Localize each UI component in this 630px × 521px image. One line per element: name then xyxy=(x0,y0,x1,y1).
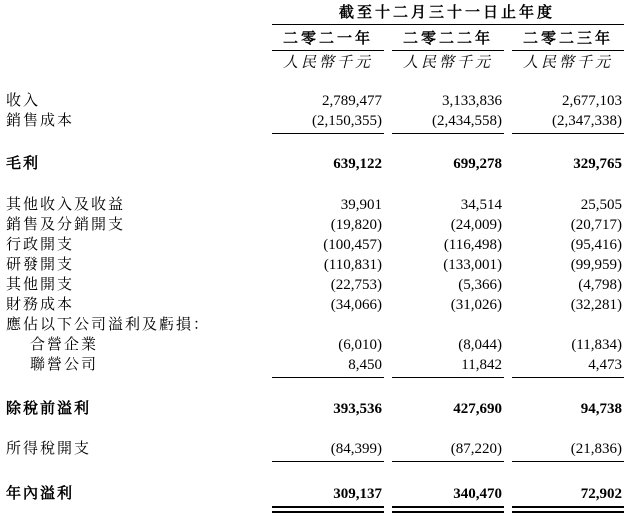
gross-profit-2021: 639,122 xyxy=(333,156,382,172)
subtotal-rule xyxy=(512,377,624,378)
revenue-2022: 3,133,836 xyxy=(442,93,502,109)
other-income-2023: 25,505 xyxy=(580,197,622,213)
profit-for-year-2023: 72,902 xyxy=(580,486,622,502)
total-double-rule xyxy=(272,511,384,513)
associates-2023: 4,473 xyxy=(588,357,622,373)
period-header: 截至十二月三十一日止年度 xyxy=(338,5,555,21)
row-label-income-tax: 所得稅開支 xyxy=(6,441,92,457)
total-double-rule xyxy=(512,506,624,508)
header-rule xyxy=(272,24,624,25)
subtotal-rule xyxy=(392,377,504,378)
administrative-2022: (116,498) xyxy=(443,237,502,253)
cost-of-sales-2023: (2,347,338) xyxy=(552,113,622,129)
subtotal-rule xyxy=(272,461,384,462)
associates-2022: 11,842 xyxy=(461,357,502,373)
subtotal-rule xyxy=(512,461,624,462)
cost-of-sales-2021: (2,150,355) xyxy=(312,113,382,129)
joint-ventures-2023: (11,834) xyxy=(571,337,622,353)
total-double-rule xyxy=(272,506,384,508)
other-expenses-2022: (5,366) xyxy=(458,277,502,293)
selling-distribution-2021: (19,820) xyxy=(330,217,382,233)
subtotal-rule xyxy=(272,133,384,134)
unit-label-2: 人民幣千元 xyxy=(402,55,493,71)
row-label-gross-profit: 毛利 xyxy=(6,156,41,172)
subtotal-rule xyxy=(512,133,624,134)
research-development-2021: (110,831) xyxy=(323,257,382,273)
associates-2021: 8,450 xyxy=(348,357,382,373)
total-double-rule xyxy=(512,511,624,513)
total-double-rule xyxy=(392,506,504,508)
row-label-finance-costs: 財務成本 xyxy=(6,297,75,313)
finance-costs-2023: (32,281) xyxy=(570,297,622,313)
joint-ventures-2022: (8,044) xyxy=(458,337,502,353)
research-development-2022: (133,001) xyxy=(443,257,502,273)
income-tax-2022: (87,220) xyxy=(450,441,502,457)
profit-before-tax-2022: 427,690 xyxy=(453,401,502,417)
row-label-other-expenses: 其他開支 xyxy=(6,277,75,293)
administrative-2023: (95,416) xyxy=(570,237,622,253)
other-expenses-2023: (4,798) xyxy=(578,277,622,293)
subtotal-rule xyxy=(392,133,504,134)
row-label-joint-ventures: 合營企業 xyxy=(30,337,99,353)
cost-of-sales-2022: (2,434,558) xyxy=(432,113,502,129)
total-double-rule xyxy=(392,511,504,513)
row-label-cost-of-sales: 銷售成本 xyxy=(6,113,75,129)
profit-for-year-2021: 309,137 xyxy=(333,486,382,502)
subtotal-rule xyxy=(272,377,384,378)
row-label-revenue: 收入 xyxy=(6,93,41,109)
row-label-selling-distribution: 銷售及分銷開支 xyxy=(6,217,126,233)
other-income-2022: 34,514 xyxy=(460,197,502,213)
other-income-2021: 39,901 xyxy=(340,197,382,213)
joint-ventures-2021: (6,010) xyxy=(338,337,382,353)
income-tax-2023: (21,836) xyxy=(570,441,622,457)
gross-profit-2022: 699,278 xyxy=(453,156,502,172)
year-rule-2 xyxy=(392,50,504,51)
profit-before-tax-2021: 393,536 xyxy=(333,401,382,417)
row-label-associates: 聯營公司 xyxy=(30,357,99,373)
finance-costs-2021: (34,066) xyxy=(330,297,382,313)
revenue-2021: 2,789,477 xyxy=(322,93,382,109)
selling-distribution-2022: (24,009) xyxy=(450,217,502,233)
subtotal-rule xyxy=(392,461,504,462)
unit-label-3: 人民幣千元 xyxy=(522,55,613,71)
row-label-profit-for-year: 年內溢利 xyxy=(6,486,75,502)
row-label-profit-before-tax: 除稅前溢利 xyxy=(6,401,92,417)
row-label-research-development: 研發開支 xyxy=(6,257,75,273)
selling-distribution-2023: (20,717) xyxy=(570,217,622,233)
row-label-administrative: 行政開支 xyxy=(6,237,75,253)
year-header-2022: 二零二二年 xyxy=(402,31,493,47)
gross-profit-2023: 329,765 xyxy=(573,156,622,172)
income-tax-2021: (84,399) xyxy=(330,441,382,457)
year-header-2023: 二零二三年 xyxy=(522,31,613,47)
year-header-2021: 二零二一年 xyxy=(282,31,373,47)
year-rule-1 xyxy=(272,50,384,51)
row-label-other-income: 其他收入及收益 xyxy=(6,197,126,213)
revenue-2023: 2,677,103 xyxy=(562,93,622,109)
profit-before-tax-2023: 94,738 xyxy=(580,401,622,417)
administrative-2021: (100,457) xyxy=(323,237,382,253)
other-expenses-2021: (22,753) xyxy=(330,277,382,293)
year-rule-3 xyxy=(512,50,624,51)
research-development-2023: (99,959) xyxy=(570,257,622,273)
unit-label-1: 人民幣千元 xyxy=(282,55,373,71)
row-label-share-of-profits: 應佔以下公司溢利及虧損： xyxy=(6,317,211,333)
profit-for-year-2022: 340,470 xyxy=(453,486,502,502)
finance-costs-2022: (31,026) xyxy=(450,297,502,313)
